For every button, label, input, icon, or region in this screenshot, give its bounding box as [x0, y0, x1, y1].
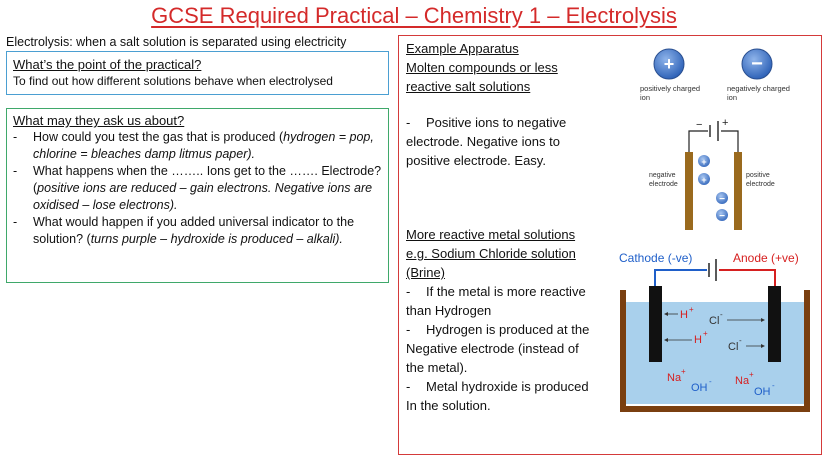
reactive-point-line: In the solution.	[406, 398, 491, 413]
cl-ion-label: Cl	[728, 341, 739, 353]
cathode-wire	[655, 270, 707, 287]
point-text: To find out how different solutions behave when electrolysed	[13, 74, 333, 88]
na-ion-label: Na	[667, 372, 682, 384]
question-text: What happens when the …….. Ions get to the ……. Electrode? (	[33, 164, 382, 195]
answer-text: hydrogen = pop, chlorine = bleaches damp litmus paper).	[33, 130, 374, 161]
reactive-point-line: If the metal is more reactive	[426, 284, 586, 299]
ion-sign: −	[719, 211, 725, 222]
h-ion-label: H	[694, 334, 702, 346]
reactive-point-line: Negative electrode (instead of	[406, 341, 579, 356]
anode-electrode	[768, 286, 781, 362]
cathode-label: Cathode (-ve)	[619, 251, 693, 265]
simple-cell-diagram	[649, 117, 775, 230]
ion-sign: −	[719, 194, 725, 205]
h-ion-charge: +	[689, 305, 694, 314]
oh-ion-label: OH	[754, 386, 771, 398]
molten-heading-line: reactive salt solutions	[406, 79, 531, 94]
negative-electrode	[685, 152, 693, 230]
oh-ion-charge: -	[709, 377, 712, 386]
na-ion-label: Na	[735, 375, 750, 387]
molten-point-line: electrode. Negative ions to	[406, 134, 560, 149]
bullet-dash: -	[13, 215, 18, 229]
molten-point-line: Positive ions to negative	[426, 115, 567, 130]
positive-electrode-label: positive	[746, 172, 770, 179]
bullet-dash: -	[406, 322, 411, 337]
ion-sign: +	[701, 175, 707, 185]
question-text: What would happen if you added universal indicator to the solution? (	[33, 215, 355, 246]
positive-electrode-label: electrode	[746, 181, 775, 188]
h-ion-charge: +	[703, 329, 708, 338]
reactive-heading-line: (Brine)	[406, 265, 446, 280]
ion-sign: +	[701, 157, 707, 167]
bullet-dash: -	[13, 130, 18, 144]
intro-definition: Electrolysis: when a salt solution is separated using electricity	[6, 35, 347, 49]
example-heading: Example Apparatus	[406, 41, 519, 56]
cathode-electrode	[649, 286, 662, 362]
questions-heading: What may they ask us about?	[13, 113, 185, 128]
cl-ion-charge: -	[739, 336, 742, 345]
negative-ion-label: negatively charged	[727, 84, 790, 93]
bullet-dash: -	[406, 115, 411, 130]
oh-ion-label: OH	[691, 382, 708, 394]
ion-key	[640, 49, 790, 102]
reactive-heading-line: More reactive metal solutions	[406, 227, 576, 242]
bullet-dash: -	[13, 164, 18, 178]
reactive-point-line: Metal hydroxide is produced	[426, 379, 589, 394]
point-heading: What’s the point of the practical?	[13, 57, 202, 72]
cl-ion-charge: -	[720, 310, 723, 319]
battery-plus: +	[722, 117, 729, 129]
oh-ion-charge: -	[772, 381, 775, 390]
positive-ion-symbol: +	[663, 54, 675, 74]
negative-electrode-label: electrode	[649, 181, 678, 188]
brine-electrolysis-diagram	[619, 251, 810, 412]
reactive-point-line: than Hydrogen	[406, 303, 492, 318]
page-title: GCSE Required Practical – Chemistry 1 – Electrolysis	[151, 3, 677, 28]
positive-electrode	[734, 152, 742, 230]
bullet-dash: -	[406, 284, 411, 299]
positive-ion-label: ion	[640, 93, 651, 102]
anode-label: Anode (+ve)	[733, 251, 799, 265]
positive-ion-label: positively charged	[640, 84, 701, 93]
cl-ion-label: Cl	[709, 315, 720, 327]
na-ion-charge: +	[681, 367, 686, 376]
question-text: How could you test the gas that is produced (	[33, 130, 284, 144]
h-ion-label: H	[680, 309, 688, 321]
reactive-point-line: the metal).	[406, 360, 468, 375]
answer-text: turns purple – hydroxide is produced – alkali).	[90, 232, 343, 246]
molten-point-line: positive electrode. Easy.	[406, 153, 546, 168]
negative-ion-label: ion	[727, 93, 738, 102]
negative-electrode-label: negative	[649, 172, 676, 179]
battery-minus: −	[696, 119, 703, 131]
reactive-point-line: Hydrogen is produced at the	[426, 322, 590, 337]
answer-text: positive ions are reduced – gain electrons. Negative ions are oxidised – lose electrons).	[33, 181, 373, 212]
bullet-dash: -	[406, 379, 411, 394]
anode-wire	[719, 270, 775, 287]
na-ion-charge: +	[749, 370, 754, 379]
reactive-heading-line: e.g. Sodium Chloride solution	[406, 246, 576, 261]
negative-ion-symbol: −	[751, 53, 763, 75]
molten-heading-line: Molten compounds or less	[406, 60, 558, 75]
